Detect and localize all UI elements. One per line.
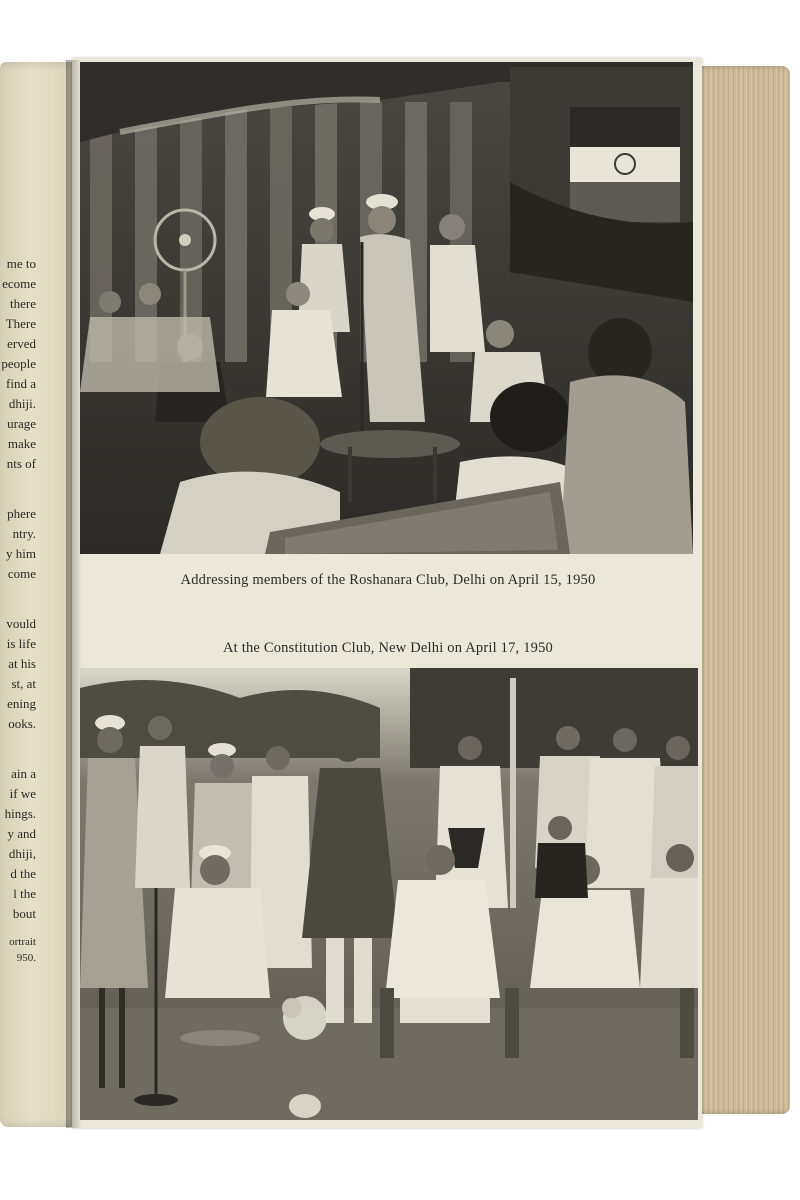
left-page-line: bout	[12, 906, 36, 921]
photo-constitution-club	[80, 668, 698, 1120]
left-page-line: st, at	[11, 676, 36, 691]
left-page-line: ain a	[11, 766, 36, 781]
left-page-line: d the	[10, 866, 36, 881]
caption-constitution-club: At the Constitution Club, New Delhi on April 17, 1950	[223, 640, 553, 656]
left-page-line: make	[7, 436, 36, 451]
left-page-line: dhiji,	[8, 846, 36, 861]
left-page-line: come	[7, 566, 36, 581]
left-page-line: ntry.	[12, 526, 36, 541]
left-page-line: ecome	[2, 276, 36, 291]
left-page-line: There	[5, 316, 36, 331]
left-page-line: nts of	[6, 456, 36, 471]
left-page-line: erved	[7, 336, 36, 351]
left-page-line: dhiji.	[8, 396, 36, 411]
left-page-line: l the	[13, 886, 36, 901]
photo-roshanara-club	[80, 62, 693, 554]
left-page-line: vould	[6, 616, 36, 631]
left-page-line: there	[10, 296, 36, 311]
left-page-line: ortrait	[9, 936, 36, 948]
left-page-line: y and	[7, 826, 36, 841]
caption-roshanara-club: Addressing members of the Roshanara Club, Delhi on April 15, 1950	[180, 572, 596, 588]
left-page-line: if we	[9, 786, 36, 801]
left-page-line: me to	[6, 256, 36, 271]
left-page-line: ooks.	[8, 716, 36, 731]
left-page-line: at his	[8, 656, 36, 671]
left-page-line: hings.	[4, 806, 36, 821]
left-page-line: 950.	[16, 952, 36, 964]
left-page-line: ening	[7, 696, 36, 711]
left-page-line: urage	[7, 416, 36, 431]
left-page-line: is life	[6, 636, 36, 651]
left-page-line: find a	[6, 376, 36, 391]
photo-roshanara-club-image	[80, 62, 693, 554]
left-page-line: y him	[6, 546, 36, 561]
photo-constitution-club-image	[80, 668, 698, 1120]
left-page-line: people	[1, 356, 36, 371]
left-page-line: phere	[7, 506, 36, 521]
